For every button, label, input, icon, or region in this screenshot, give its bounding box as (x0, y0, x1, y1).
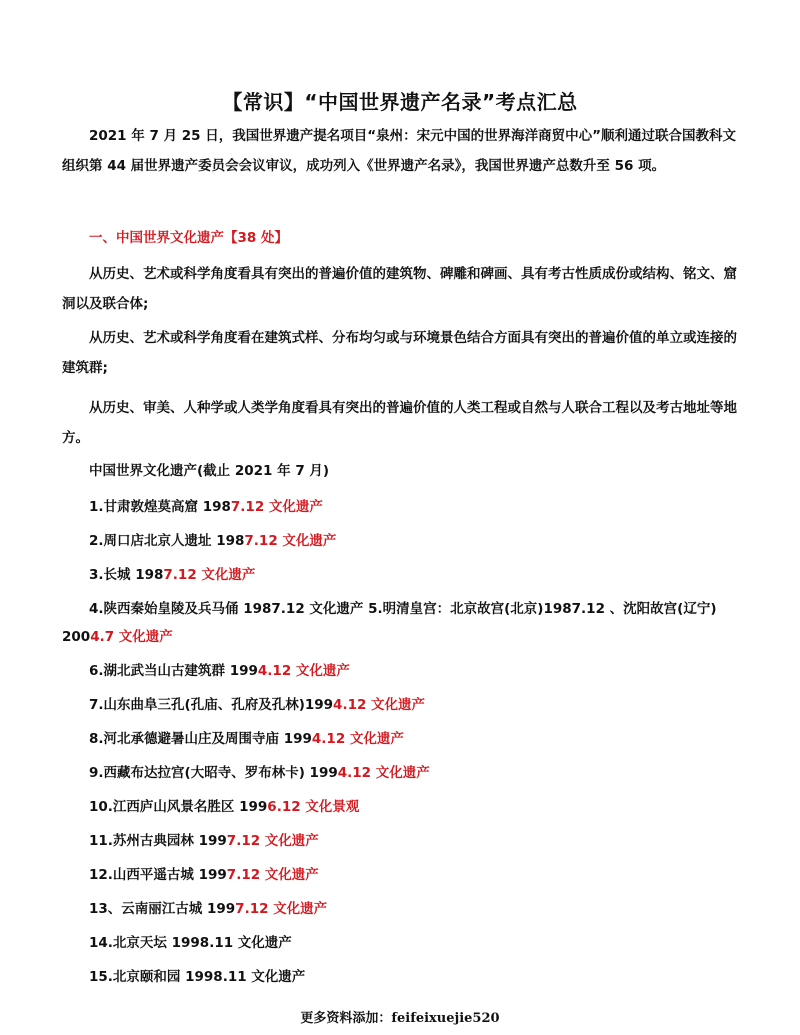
list-item (89, 865, 319, 885)
item-text: 12.山西平遥古城 199 (89, 867, 227, 883)
item-text: 4.陕西秦始皇陵及兵马俑 1987.12 文化遗产 5.明清皇宫：北京故宫(北京)1987.12 、沈阳故宫(辽宁) (89, 601, 717, 617)
item-highlight: 4.12 文化遗产 (333, 697, 426, 713)
item-highlight: 7.12 文化遗产 (230, 499, 323, 515)
list-heading: 中国世界文化遗产(截止 2021 年 7 月) (89, 463, 330, 479)
intro-paragraph: 2021 年 7 月 25 日，我国世界遗产提名项目“泉州：宋元中国的世界海洋商贸中心”顺利通过联合国教科文组织第 44 届世界遗产委员会会议审议，成功列入《世界遗产名录》，我国世界遗产总数升至 56 项。 (62, 128, 736, 174)
list-item (89, 497, 323, 517)
list-item (89, 599, 717, 619)
item-text: 3.长城 198 (89, 567, 164, 583)
criteria-paragraph-3: 从历史、审美、人种学或人类学角度看具有突出的普遍价值的人类工程或自然与人联合工程以及考古地址等地方。 (62, 400, 737, 446)
list-item (89, 531, 336, 551)
item-highlight: 7.12 文化遗产 (226, 867, 319, 883)
list-item (89, 797, 359, 817)
list-item (89, 967, 305, 987)
item-highlight: 4.12 文化遗产 (337, 765, 430, 781)
item-text: 200 (62, 629, 91, 645)
page-title: 【常识】“中国世界遗产名录”考点汇总 (222, 90, 578, 114)
list-item (89, 763, 430, 783)
list-item (89, 899, 327, 919)
item-highlight: 4.12 文化遗产 (257, 663, 350, 679)
item-text: 10.江西庐山风景名胜区 199 (89, 799, 268, 815)
item-text: 14.北京天坛 1998.11 文化遗产 (89, 935, 292, 951)
footer-note: 更多资料添加：feifeixuejie520 (300, 1011, 500, 1026)
criteria-paragraph-2: 从历史、艺术或科学角度看在建筑式样、分布均匀或与环境景色结合方面具有突出的普遍价值的单立或连接的建筑群; (62, 330, 737, 376)
list-item-continuation (62, 627, 173, 647)
item-text: 8.河北承德避暑山庄及周围寺庙 199 (89, 731, 312, 747)
item-text: 15.北京颐和园 1998.11 文化遗产 (89, 969, 306, 985)
item-text: 1.甘肃敦煌莫高窟 198 (89, 499, 231, 515)
list-item (89, 831, 319, 851)
item-highlight: 7.12 文化遗产 (163, 567, 256, 583)
item-text: 13、云南丽江古城 199 (89, 901, 236, 917)
item-text: 2.周口店北京人遗址 198 (89, 533, 245, 549)
item-text: 7.山东曲阜三孔(孔庙、孔府及孔林)199 (89, 697, 334, 713)
list-item (89, 695, 425, 715)
list-item (89, 661, 350, 681)
item-highlight: 4.7 文化遗产 (90, 629, 173, 645)
item-highlight: 7.12 文化遗产 (244, 533, 337, 549)
list-item (89, 933, 292, 953)
section-heading: 一、中国世界文化遗产【38 处】 (89, 230, 288, 246)
list-item (89, 729, 404, 749)
item-text: 9.西藏布达拉宫(大昭寺、罗布林卡) 199 (89, 765, 338, 781)
item-highlight: 6.12 文化景观 (267, 799, 360, 815)
item-highlight: 7.12 文化遗产 (226, 833, 319, 849)
item-text: 11.苏州古典园林 199 (89, 833, 227, 849)
item-text: 6.湖北武当山古建筑群 199 (89, 663, 258, 679)
item-highlight: 4.12 文化遗产 (311, 731, 404, 747)
list-item (89, 565, 255, 585)
item-highlight: 7.12 文化遗产 (235, 901, 328, 917)
criteria-paragraph-1: 从历史、艺术或科学角度看具有突出的普遍价值的建筑物、碑雕和碑画、具有考古性质成份或结构、铭文、窟洞以及联合体; (62, 266, 737, 312)
